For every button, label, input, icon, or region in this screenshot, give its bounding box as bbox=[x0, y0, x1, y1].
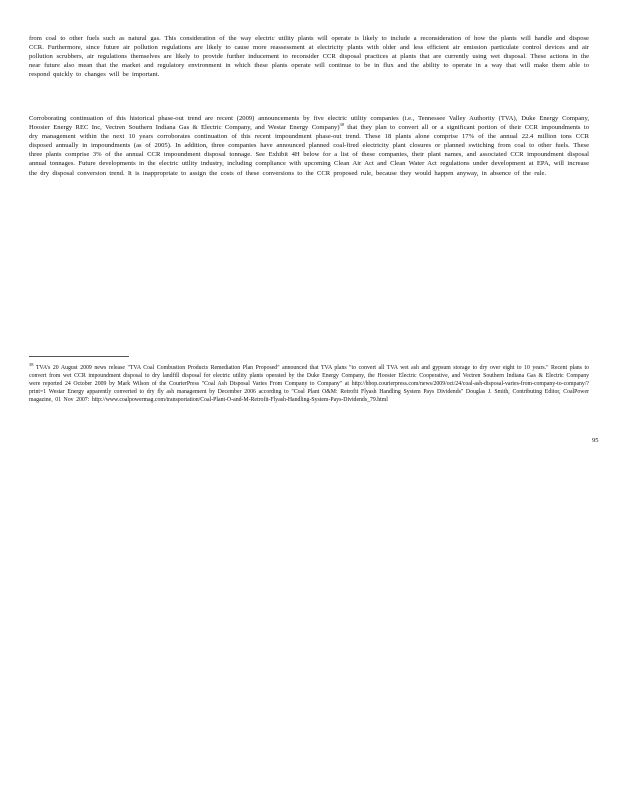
footnote bbox=[29, 364, 589, 404]
paragraph-text: that they plan to convert all or a significant portion of their CCR impoundments to dry management within the next 10 years corroborates continuation of this recent impoundment phase-out trend. These 18 plants alone comprise 17% of the annual 22.4 million tons CCR disposed annually in impoundments (as of 2005). In addition, three companies have announced planned coal-fired electricity plant closures or planned switching from coal to other fuels. These three plants comprise 3% of the annual CCR impoundment disposal tonnage. See Exhibit 4H below for a list of these companies, their plant names, and associated CCR impoundment disposal annual tonnages. Future developments in the electric utility industry, including compliance with upcoming Clean Air Act and Clean Water Act regulations under development at EPA, will increase the dry disposal conversion trend. It is inappropriate to assign the costs of these conversions to the CCR proposed rule, because they would happen anyway, in absence of the rule. bbox=[29, 124, 589, 177]
footnote-reference[interactable]: 38 bbox=[339, 121, 344, 127]
footnote-number: 38 bbox=[29, 362, 34, 368]
paragraph-text: Corroborating continuation of this historical phase-out trend are recent (2009) announcements by five electric utility companies (i.e., Tennessee Valley Authority (TVA), Duke Energy Company, Hoosier Energy REC Inc, Vectren Southern Indiana Gas & Electric Company, and Westar Energy Company) bbox=[29, 115, 589, 132]
footnote-text: TVA's 20 August 2009 news release "TVA Coal Combustion Products Remediation Plan Proposed" announced that TVA plans "to convert all TVA wet ash and gypsum storage to dry over eight to 10 years." Recent plans to convert from wet CCR impoundment disposal to dry landfill disposal for electric utility plants operated by the Duke Energy Company, the Hoosier Electric Cooperative, and Vectren Southern Indiana Gas & Electric Company were reported 24 October 2009 by Mark Wilson of the CourierPress "Coal Ash Disposal Varies From Company to Company" at http://hbop.courierpress.com/news/2009/oct/24/coal-ash-disposal-varies-from-company-to-company/?print=1 Westar Energy apparently converted to dry fly ash management by December 2006 according to "Coal Plant O&M: Retrofit Flyash Handling System Pays Dividends" Douglas J. Smith, Contributing Editor, CoalPower magazine, 01 Nov 2007: http://www.coalpowermag.com/transportation/Coal-Plant-O-and-M-Retrofit-Flyash-Handling-System-Pays-Dividends_79.html bbox=[29, 365, 589, 404]
footnote-separator bbox=[29, 356, 129, 357]
body-paragraph: from coal to other fuels such as natural gas. This consideration of the way electric utility plants will operate is likely to include a reconsideration of how the plants will handle and dispose CCR. Furthermore, since future air pollution regulations are likely to cause more reassessment at electricity plants with older and less efficient air emission particulate control devices and air pollution scrubbers, air regulations themselves are likely to provide further inducement to reconsider CCR disposal practices at plants that are currently using wet disposal. These actions in the near future also mean that the market and regulatory environment in which these plants operate will continue to be in flux and the ability to operate in a way that will make them able to respond quickly to changes will be important. bbox=[29, 35, 589, 79]
page-number: 95 bbox=[592, 437, 599, 444]
body-paragraph bbox=[29, 114, 589, 178]
